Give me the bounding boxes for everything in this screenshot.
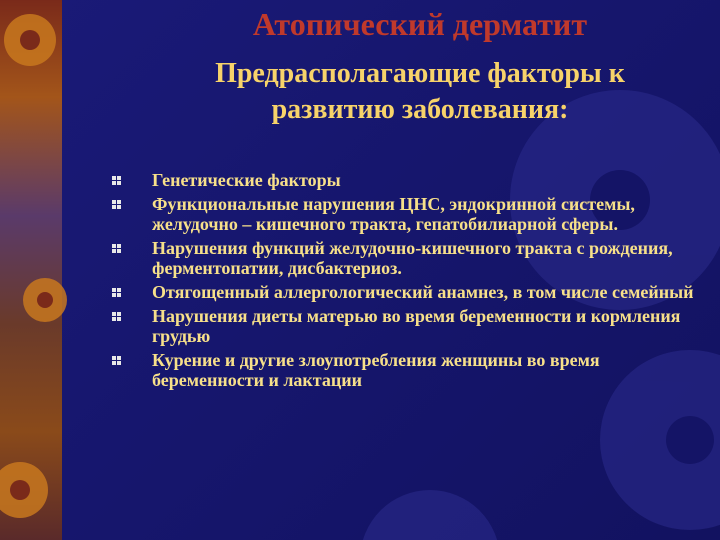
list-item-text: Функциональные нарушения ЦНС, эндокринной системы, желудочно – кишечного тракта, гепатобилиарной сферы. (152, 194, 635, 234)
square-bullet-icon (112, 200, 121, 209)
slide-subtitle (130, 56, 710, 128)
list-item (108, 194, 708, 234)
list-item (108, 170, 708, 190)
square-bullet-icon (112, 356, 121, 365)
square-bullet-icon (112, 176, 121, 185)
list-item-text: Генетические факторы (152, 170, 341, 190)
factor-list (108, 170, 708, 390)
list-item (108, 350, 708, 390)
subtitle-line-2: развитию заболевания: (271, 94, 569, 125)
list-item (108, 282, 708, 302)
list-item (108, 306, 708, 346)
square-bullet-icon (112, 244, 121, 253)
square-bullet-icon (112, 312, 121, 321)
subtitle-line-1: Предрасполагающие факторы к (215, 58, 625, 89)
list-item-text: Нарушения функций желудочно-кишечного тракта с рождения, ферментопатии, дисбактериоз. (152, 238, 673, 278)
list-item (108, 238, 708, 278)
slide-title: Атопический дерматит (252, 6, 588, 42)
list-item-text: Нарушения диеты матерью во время беременности и кормления грудью (152, 306, 681, 346)
square-bullet-icon (112, 288, 121, 297)
list-item-text: Отягощенный аллергологический анамнез, в том числе семейный (152, 282, 694, 302)
list-item-text: Курение и другие злоупотребления женщины во время беременности и лактации (152, 350, 600, 390)
